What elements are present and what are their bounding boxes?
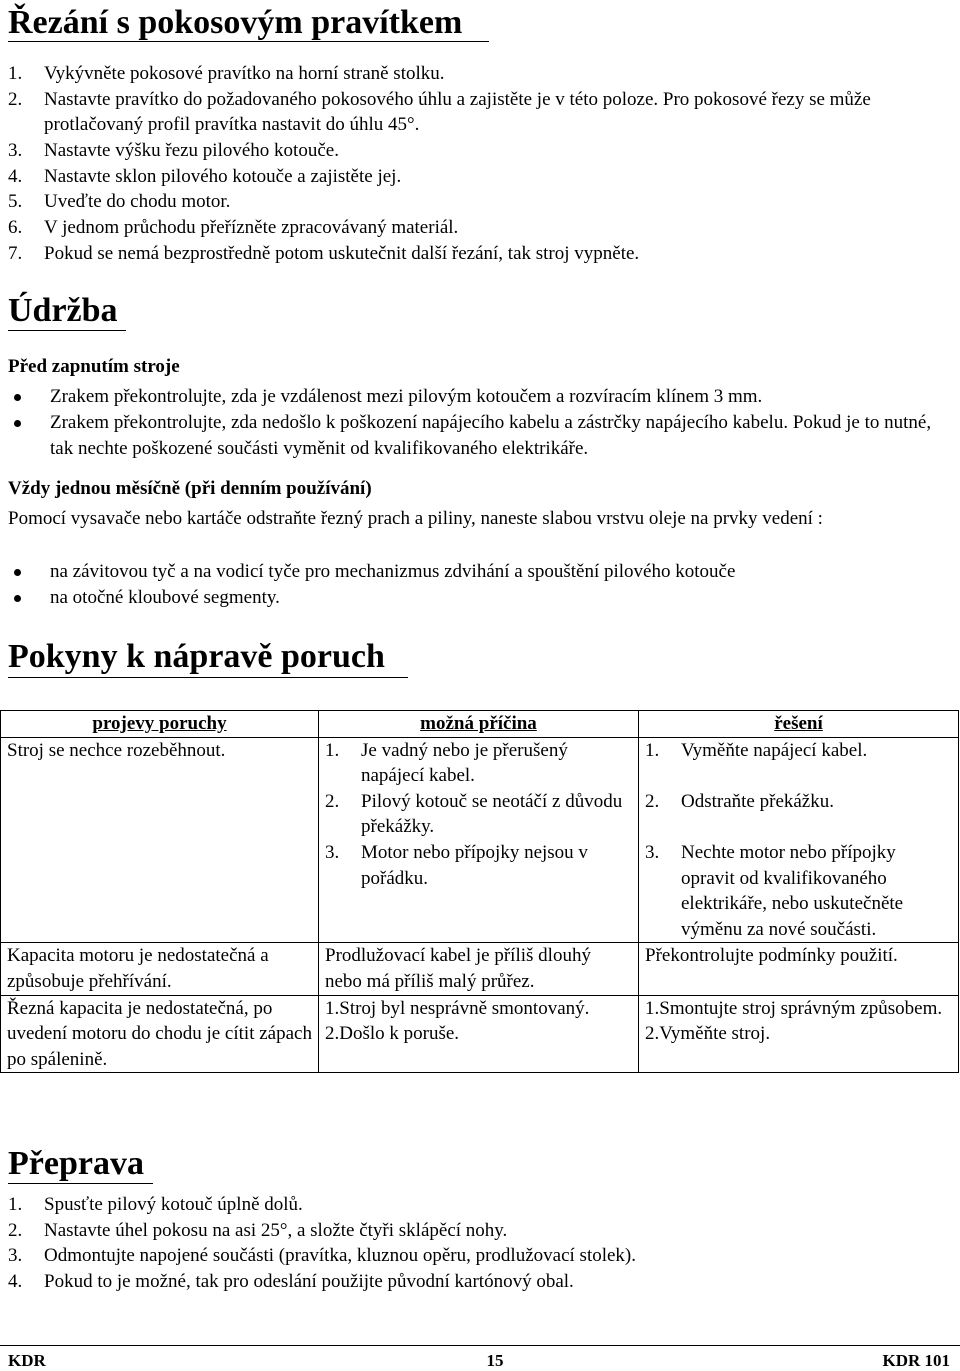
column-header-solution: řešení bbox=[639, 711, 959, 738]
list-text: Nastavte úhel pokosu na asi 25°, a složte čtyři sklápěcí nohy. bbox=[44, 1219, 508, 1241]
cutting-steps-list bbox=[8, 61, 953, 267]
cell-text: Překontrolujte podmínky použití. bbox=[645, 945, 898, 967]
list-text: Pokud se nemá bezprostředně potom uskutečnit další řezání, tak stroj vypněte. bbox=[44, 242, 640, 264]
list-item bbox=[8, 241, 953, 267]
title-underline bbox=[8, 41, 489, 42]
table-header-row bbox=[1, 711, 959, 738]
monthly-list bbox=[8, 559, 953, 611]
list-text: Nastavte sklon pilového kotouče a zajistěte jej. bbox=[44, 165, 402, 187]
table-cell-solution bbox=[639, 737, 959, 943]
cell-text: Kapacita motoru je nedostatečná a způsobuje přehřívání. bbox=[7, 945, 269, 992]
footer-left-label: KDR bbox=[8, 1351, 46, 1370]
list-text: Motor nebo přípojky nejsou v pořádku. bbox=[361, 841, 588, 889]
list-number: 2. bbox=[8, 88, 23, 110]
list-item bbox=[8, 410, 953, 462]
list-number: 5. bbox=[8, 191, 23, 213]
list-number: 2. bbox=[325, 790, 340, 812]
table-cell-symptom bbox=[1, 943, 319, 995]
list-text: Nastavte pravítko do požadovaného pokosového úhlu a zajistěte je v této poloze. Pro pokosové řezy se může protlačovaný profil pravítka nastavit do úhlu 45°. bbox=[44, 88, 871, 136]
column-header-cause: možná příčina bbox=[319, 711, 639, 738]
cell-text: Stroj se nechce rozeběhnout. bbox=[7, 739, 226, 761]
list-number: 4. bbox=[8, 165, 23, 187]
list-item bbox=[325, 840, 632, 891]
cell-text: 2.Vyměňte stroj. bbox=[645, 1023, 771, 1045]
list-number: 1. bbox=[8, 1194, 23, 1215]
list-item bbox=[8, 87, 953, 138]
list-text: V jednom průchodu přeřízněte zpracovávaný materiál. bbox=[44, 217, 459, 239]
list-number: 1. bbox=[645, 739, 660, 761]
list-text: Je vadný nebo je přerušený napájecí kabel. bbox=[361, 739, 568, 787]
list-number: 3. bbox=[8, 140, 23, 162]
list-number: 1. bbox=[8, 63, 23, 84]
list-item bbox=[8, 138, 953, 164]
title-underline bbox=[8, 1183, 153, 1184]
subheading-monthly: Vždy jednou měsíčně (při denním používání) bbox=[8, 478, 372, 499]
table-row bbox=[1, 995, 959, 1073]
list-item bbox=[8, 1218, 953, 1244]
table-row bbox=[1, 943, 959, 995]
table-cell-symptom bbox=[1, 995, 319, 1073]
list-text: Uveďte do chodu motor. bbox=[44, 191, 231, 213]
troubleshooting-table bbox=[0, 710, 959, 1073]
list-text: Pokud to je možné, tak pro odeslání použijte původní kartónový obal. bbox=[44, 1271, 574, 1293]
list-item bbox=[645, 738, 952, 789]
table-cell-solution bbox=[639, 995, 959, 1073]
bullet-icon bbox=[14, 595, 21, 602]
footer-rule bbox=[0, 1345, 960, 1346]
list-number: 4. bbox=[8, 1271, 23, 1293]
section-title-cutting: Řezání s pokosovým pravítkem bbox=[8, 4, 463, 41]
monthly-paragraph: Pomocí vysavače nebo kartáče odstraňte řezný prach a piliny, naneste slabou vrstvu oleje na prvky vedení : bbox=[8, 508, 823, 529]
subheading-before-start: Před zapnutím stroje bbox=[8, 356, 180, 377]
list-item bbox=[8, 215, 953, 241]
before-start-list bbox=[8, 384, 953, 462]
list-number: 7. bbox=[8, 242, 23, 264]
table-cell-cause bbox=[319, 943, 639, 995]
list-item bbox=[8, 1243, 953, 1269]
table-cell-solution bbox=[639, 943, 959, 995]
table-cell-cause bbox=[319, 737, 639, 943]
table-cell-cause bbox=[319, 995, 639, 1073]
table-cell-symptom bbox=[1, 737, 319, 943]
list-text: Nastavte výšku řezu pilového kotouče. bbox=[44, 140, 339, 162]
list-item bbox=[8, 164, 953, 190]
bullet-icon bbox=[14, 420, 21, 427]
list-text: Pilový kotouč se neotáčí z důvodu překážky. bbox=[361, 790, 623, 838]
cell-text: 1.Stroj byl nesprávně smontovaný. bbox=[325, 997, 590, 1019]
list-text: na závitovou tyč a na vodicí tyče pro mechanizmus zdvihání a spouštění pilového kotouče bbox=[50, 561, 736, 582]
cell-text: 1.Smontujte stroj správným způsobem. bbox=[645, 997, 943, 1019]
list-item bbox=[8, 559, 953, 585]
list-number: 2. bbox=[645, 790, 660, 812]
list-item bbox=[8, 585, 953, 611]
list-item bbox=[325, 789, 632, 840]
column-header-symptom: projevy poruchy bbox=[1, 711, 319, 738]
bullet-icon bbox=[14, 569, 21, 576]
section-title-transport: Přeprava bbox=[8, 1145, 144, 1182]
list-number: 2. bbox=[8, 1219, 23, 1241]
title-underline bbox=[8, 330, 126, 331]
list-number: 3. bbox=[645, 841, 660, 863]
cell-text: 2.Došlo k poruše. bbox=[325, 1023, 460, 1045]
page-footer bbox=[0, 1350, 960, 1371]
list-item bbox=[8, 61, 953, 87]
list-number: 3. bbox=[8, 1245, 23, 1267]
list-item bbox=[8, 1192, 953, 1218]
list-item bbox=[8, 189, 953, 215]
list-item bbox=[645, 840, 952, 942]
bullet-icon bbox=[14, 394, 21, 401]
list-item bbox=[645, 789, 952, 840]
list-item bbox=[8, 1269, 953, 1295]
list-text: Nechte motor nebo přípojky opravit od kvalifikovaného elektrikáře, nebo uskutečněte výměnu za nové součásti. bbox=[681, 841, 904, 940]
transport-steps-list bbox=[8, 1192, 953, 1295]
list-text: Vyměňte napájecí kabel. bbox=[681, 739, 868, 761]
list-item bbox=[325, 738, 632, 789]
title-underline bbox=[8, 677, 408, 678]
page-number: 15 bbox=[486, 1351, 504, 1370]
cell-text: Řezná kapacita je nedostatečná, po uvedení motoru do chodu je cítit zápach po spálenině. bbox=[7, 997, 312, 1070]
list-number: 3. bbox=[325, 841, 340, 863]
list-text: Zrakem překontrolujte, zda je vzdálenost mezi pilovým kotoučem a rozvíracím klínem 3 mm. bbox=[50, 386, 763, 407]
section-title-maintenance: Údržba bbox=[8, 292, 118, 329]
list-text: Spusťte pilový kotouč úplně dolů. bbox=[44, 1194, 303, 1215]
list-text: Vykývněte pokosové pravítko na horní straně stolku. bbox=[44, 63, 445, 84]
list-number: 1. bbox=[325, 739, 340, 761]
list-number: 6. bbox=[8, 217, 23, 239]
section-title-troubleshooting: Pokyny k nápravě poruch bbox=[8, 638, 385, 675]
list-text: Odmontujte napojené součásti (pravítka, kluznou opěru, prodlužovací stolek). bbox=[44, 1245, 637, 1267]
list-text: Odstraňte překážku. bbox=[681, 790, 834, 812]
list-text: na otočné kloubové segmenty. bbox=[50, 587, 280, 608]
table-row bbox=[1, 737, 959, 943]
list-text: Zrakem překontrolujte, zda nedošlo k poškození napájecího kabelu a zástrčky napájecího kabelu. Pokud je to nutné, tak nechte poškozené součásti vyměnit od kvalifikovaného elektrikáře. bbox=[50, 412, 932, 459]
cell-text: Prodlužovací kabel je příliš dlouhý nebo má příliš malý průřez. bbox=[325, 945, 591, 992]
list-item bbox=[8, 384, 953, 410]
footer-model-label: KDR 101 bbox=[882, 1351, 950, 1370]
